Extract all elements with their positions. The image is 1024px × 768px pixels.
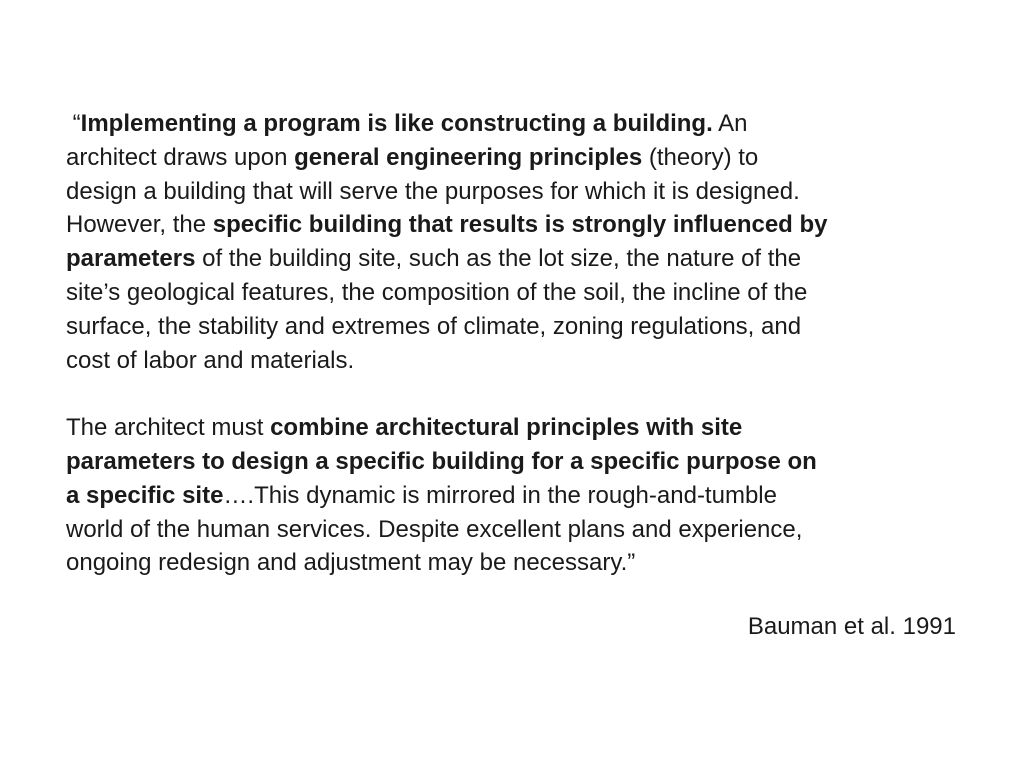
- quote-paragraph-2: [66, 411, 966, 580]
- quote-line: [66, 107, 966, 141]
- quote-emphasis: general engineering principles: [294, 143, 643, 171]
- quote-emphasis: Implementing a program is like constructing a building.: [80, 110, 713, 137]
- quote-line: [66, 479, 966, 513]
- quote-emphasis: parameters: [66, 245, 196, 273]
- quote-line: surface, the stability and extremes of climate, zoning regulations, and: [66, 312, 802, 340]
- quote-text: “: [66, 110, 81, 137]
- quote-line: [66, 208, 966, 242]
- quote-line: [66, 242, 966, 276]
- quote-emphasis: a specific site: [66, 481, 224, 509]
- quote-emphasis: combine architectural principles with site: [270, 414, 743, 442]
- quote-text: An: [712, 110, 748, 137]
- quote-line: [66, 141, 966, 175]
- quote-text: (theory) to: [642, 143, 759, 171]
- quote-block: [66, 107, 966, 580]
- quote-line: [66, 411, 966, 445]
- quote-text: architect draws upon: [66, 143, 295, 171]
- quote-line: [66, 445, 966, 479]
- quote-line: ongoing redesign and adjustment may be necessary.”: [66, 549, 636, 577]
- quote-line: design a building that will serve the purposes for which it is designed.: [66, 177, 800, 205]
- quote-line: world of the human services. Despite excellent plans and experience,: [66, 515, 803, 543]
- quote-line: site’s geological features, the composition of the soil, the incline of the: [66, 278, 808, 306]
- quote-paragraph-1: [66, 107, 966, 377]
- quote-emphasis: specific building that results is strongly influenced by: [212, 211, 828, 239]
- quote-text: However, the: [66, 211, 213, 239]
- quote-text: The architect must: [66, 414, 271, 442]
- quote-emphasis: parameters to design a specific building for a specific purpose on: [66, 447, 817, 475]
- quote-text: of the building site, such as the lot size, the nature of the: [195, 245, 802, 273]
- quote-text: ….This dynamic is mirrored in the rough-and-tumble: [223, 481, 777, 509]
- quote-attribution: Bauman et al. 1991: [747, 613, 956, 640]
- quote-line: cost of labor and materials.: [66, 346, 355, 374]
